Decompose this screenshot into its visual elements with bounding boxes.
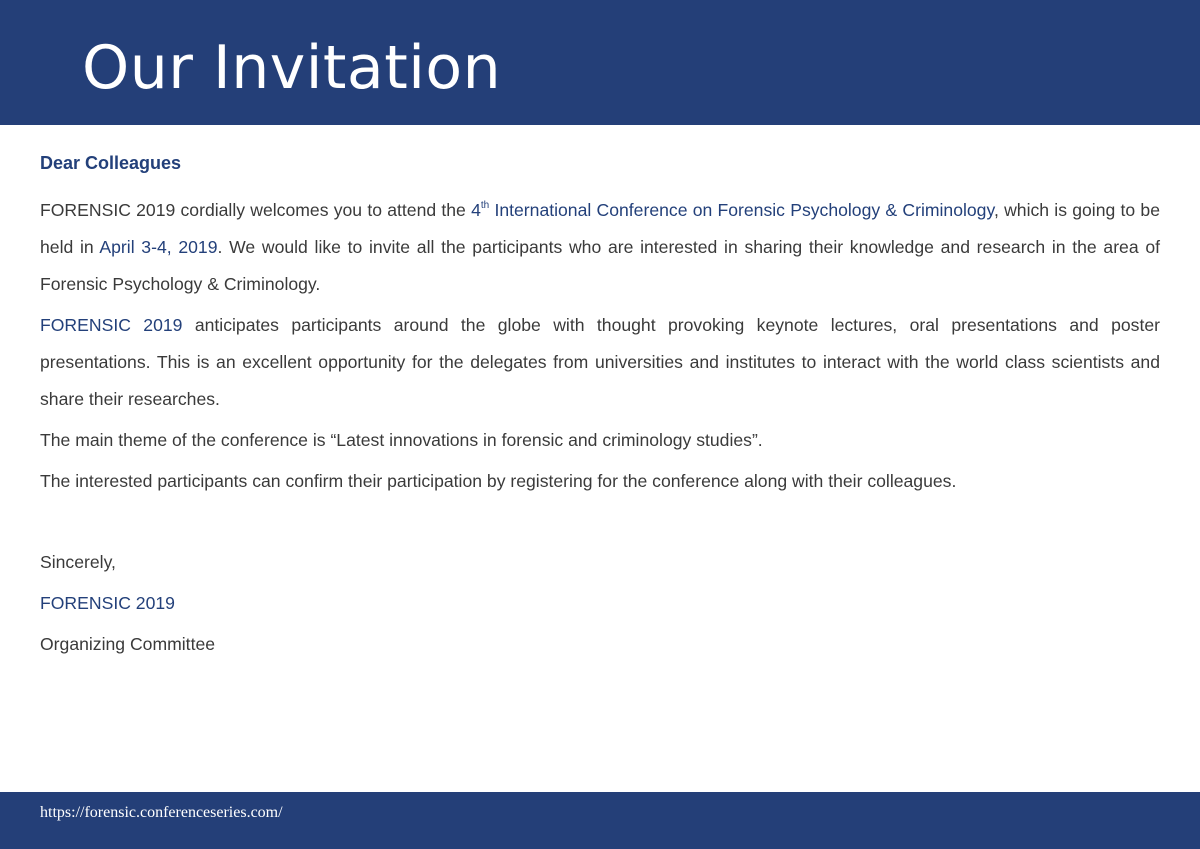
registration-paragraph: The interested participants can confirm their participation by registering for the conference along with their colleagues. — [40, 471, 957, 491]
signature-organization: FORENSIC 2019 — [40, 593, 175, 613]
page-title: Our Invitation — [82, 33, 502, 103]
intro-text-1: FORENSIC 2019 cordially welcomes you to attend the — [40, 200, 472, 220]
website-url[interactable]: https://forensic.conferenceseries.com/ — [40, 804, 283, 821]
brand-name: FORENSIC 2019 — [40, 315, 183, 335]
conference-ordinal-suffix: th — [480, 200, 490, 211]
intro-text-2: , which is going to be held in — [40, 200, 1160, 257]
intro-text-3: . We would like to invite all the participants who are interested in sharing their knowledge and research in the area of Forensic Psychology & Criminology. — [40, 237, 1160, 294]
conference-name: International Conference on Forensic Psychology & Criminology — [489, 200, 994, 220]
footer-bar — [0, 792, 1200, 849]
theme-paragraph: The main theme of the conference is “Latest innovations in forensic and criminology studies”. — [40, 430, 763, 450]
invitation-letter — [40, 150, 1160, 663]
closing-line: Sincerely, — [40, 552, 116, 572]
conference-ordinal: 4 — [471, 200, 481, 220]
intro-paragraph — [40, 192, 1160, 303]
conference-date: April 3-4, 2019 — [99, 237, 218, 257]
salutation: Dear Colleagues — [40, 153, 182, 173]
opportunity-text: anticipates participants around the globe with thought provoking keynote lectures, oral presentations and poster presentations. This is an excellent opportunity for the delegates from universities and institutes to interact with the world class scientists and share their researches. — [40, 315, 1160, 409]
header-banner — [0, 0, 1200, 125]
signature-committee: Organizing Committee — [40, 634, 216, 654]
opportunity-paragraph — [40, 307, 1160, 418]
